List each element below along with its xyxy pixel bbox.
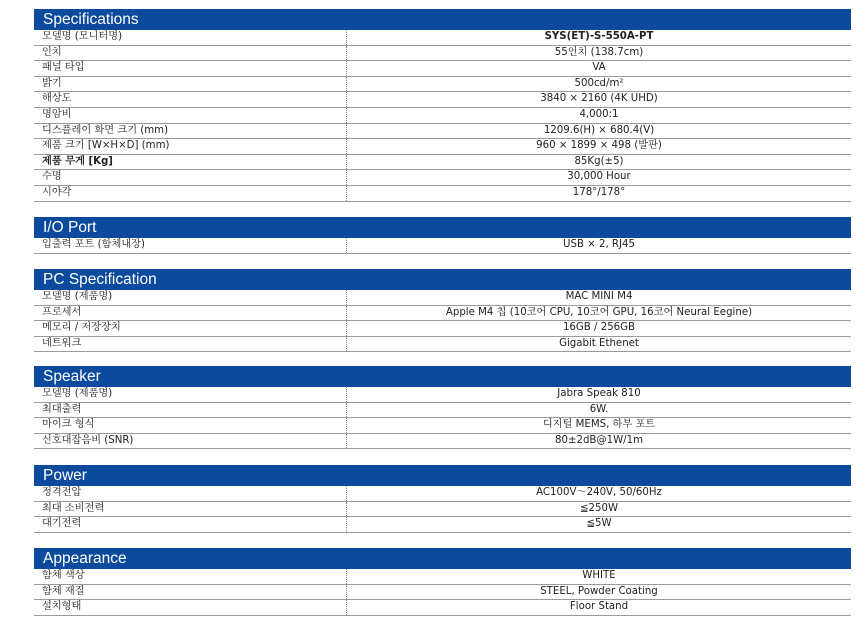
row-value: VA <box>592 62 606 74</box>
row-label: 모델명 (제품명) <box>34 290 347 305</box>
section-title: Specifications <box>34 9 851 30</box>
row-label: 정격전압 <box>34 486 347 501</box>
row-label: 밝기 <box>34 77 347 92</box>
table-row <box>34 321 851 337</box>
table-row <box>34 290 851 306</box>
row-value: 디지털 MEMS, 하부 포트 <box>542 419 656 431</box>
row-label: 해상도 <box>34 92 347 107</box>
row-value: AC100V～240V, 50/60Hz <box>536 487 662 498</box>
row-value: 960 × 1899 × 498 (발판) <box>536 140 662 152</box>
row-label: 시야각 <box>34 186 347 201</box>
table-row <box>34 238 851 254</box>
table-row <box>34 61 851 77</box>
table-row <box>34 139 851 155</box>
row-label: 최대 소비전력 <box>34 502 347 517</box>
table-row <box>34 170 851 186</box>
table-row <box>34 186 851 202</box>
section-speaker <box>34 366 851 449</box>
row-label: 설치형태 <box>34 600 347 615</box>
row-label: 모델명 (모니터명) <box>34 30 347 45</box>
row-label: 메모리 / 저장장치 <box>34 321 347 336</box>
row-value: ≦5W <box>586 518 612 530</box>
row-value: STEEL, Powder Coating <box>540 585 658 597</box>
section-title: Speaker <box>34 366 851 387</box>
row-value: 3840 × 2160 (4K UHD) <box>540 93 658 105</box>
table-row <box>34 434 851 450</box>
table-row <box>34 569 851 585</box>
section-io-port <box>34 217 851 254</box>
table-row <box>34 387 851 403</box>
row-value: 4,000:1 <box>579 108 619 120</box>
row-value: 55인치 (138.7cm) <box>554 46 644 58</box>
row-label: 수명 <box>34 170 347 185</box>
section-power <box>34 465 851 533</box>
table-row <box>34 486 851 502</box>
section-pc-specification <box>34 269 851 352</box>
table-row <box>34 92 851 108</box>
row-label: 제품 크기 [W×H×D] (mm) <box>34 139 347 154</box>
table-row <box>34 337 851 353</box>
row-value: SYS(ET)-S-550A-PT <box>544 31 654 42</box>
row-value: WHITE <box>582 570 616 581</box>
table-row <box>34 585 851 601</box>
row-value: Gigabit Ethenet <box>559 337 639 349</box>
row-label: 네트워크 <box>34 337 347 352</box>
row-value: ≦250W <box>579 502 619 514</box>
section-title: Power <box>34 465 851 486</box>
row-value: 16GB / 256GB <box>562 322 636 334</box>
row-value: Jabra Speak 810 <box>557 388 641 399</box>
row-label: 디스플레이 화면 크기 (mm) <box>34 124 347 139</box>
row-label: 프로세서 <box>34 306 347 321</box>
table-row <box>34 30 851 46</box>
table-row <box>34 124 851 140</box>
row-label: 인치 <box>34 46 347 61</box>
row-value: 1209.6(H) × 680.4(V) <box>543 124 655 136</box>
row-value: Floor Stand <box>569 601 629 613</box>
table-row <box>34 600 851 616</box>
row-value: 6W. <box>589 403 609 415</box>
row-label: 함체 재질 <box>34 585 347 600</box>
section-title: Appearance <box>34 548 851 569</box>
row-value: 85Kg(±5) <box>574 155 624 167</box>
table-row <box>34 46 851 62</box>
table-row <box>34 517 851 533</box>
table-row <box>34 418 851 434</box>
row-value: MAC MINI M4 <box>565 291 633 302</box>
section-title: I/O Port <box>34 217 851 238</box>
section-appearance <box>34 548 851 616</box>
row-label: 최대출력 <box>34 403 347 418</box>
section-title: PC Specification <box>34 269 851 290</box>
row-label: 입출력 포트 (함체내장) <box>34 238 347 253</box>
table-row <box>34 108 851 124</box>
row-value: 178°/178° <box>572 186 626 198</box>
row-value: 30,000 Hour <box>567 171 631 183</box>
row-label: 함체 색상 <box>34 569 347 584</box>
row-label: 명암비 <box>34 108 347 123</box>
table-row <box>34 403 851 419</box>
section-specifications <box>34 9 851 202</box>
table-row <box>34 306 851 322</box>
row-label: 제품 무게 [Kg] <box>34 155 347 170</box>
table-row <box>34 155 851 171</box>
row-label: 신호대잡음비 (SNR) <box>34 434 347 449</box>
table-row <box>34 502 851 518</box>
row-label: 대기전력 <box>34 517 347 532</box>
row-value: 80±2dB@1W/1m <box>554 434 644 446</box>
row-label: 마이크 형식 <box>34 418 347 433</box>
row-value: Apple M4 칩 (10코어 CPU, 10코어 GPU, 16코어 Neural Eegine) <box>445 306 753 318</box>
row-label: 모델명 (제품명) <box>34 387 347 402</box>
row-label: 패널 타입 <box>34 61 347 76</box>
row-value: USB × 2, RJ45 <box>563 239 635 250</box>
row-value: 500cd/m² <box>574 77 624 89</box>
table-row <box>34 77 851 93</box>
